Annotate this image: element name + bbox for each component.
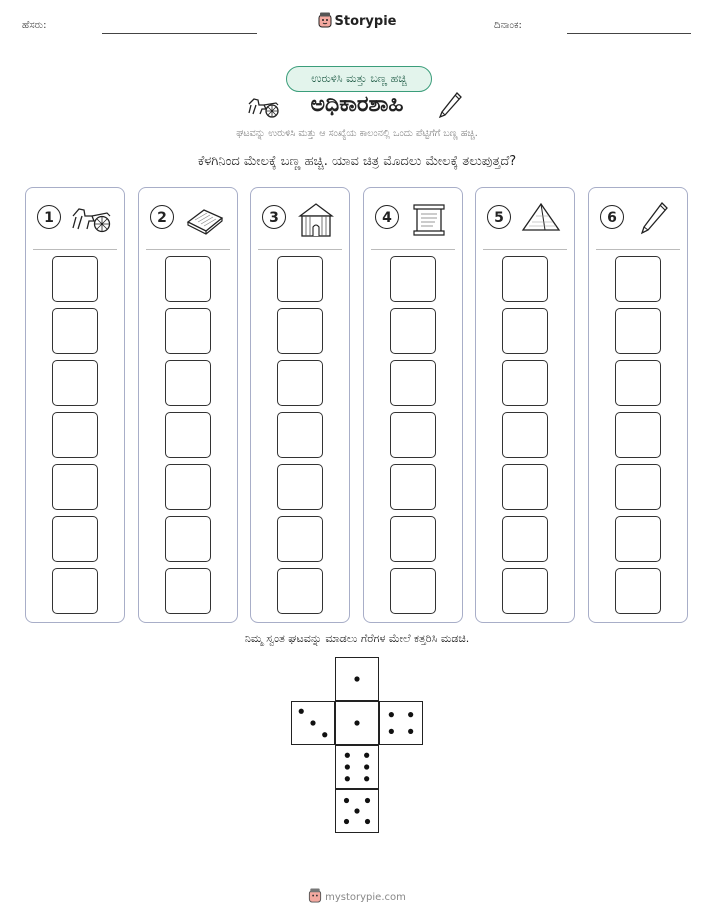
color-box[interactable] bbox=[502, 308, 548, 354]
dice-pip bbox=[408, 729, 413, 734]
scroll-icon bbox=[407, 200, 451, 238]
column-number: 5 bbox=[487, 205, 511, 229]
dice-pip bbox=[365, 819, 370, 824]
brand-name: Storypie bbox=[334, 14, 397, 29]
instruction: ಕೆಳಗಿನಿಂದ ಮೇಲಕ್ಕೆ ಬಣ್ಣ ಹಚ್ಚಿ. ಯಾವ ಚಿತ್ರ ಮೊದಲು ಮೇಲಕ್ಕೆ ತಲುಪುತ್ತದೆ? bbox=[197, 154, 517, 169]
color-box[interactable] bbox=[502, 360, 548, 406]
date-label: ದಿನಾಂಕ: bbox=[494, 20, 522, 31]
column-number: 2 bbox=[150, 205, 174, 229]
dice-face bbox=[291, 701, 335, 745]
dice-pip bbox=[389, 712, 394, 717]
dice-pip bbox=[354, 720, 359, 725]
dice-pip bbox=[322, 732, 327, 737]
color-box[interactable] bbox=[390, 360, 436, 406]
page-title: ಅಧಿಕಾರಶಾಹಿ bbox=[310, 92, 404, 117]
color-box[interactable] bbox=[165, 308, 211, 354]
color-box[interactable] bbox=[615, 360, 661, 406]
dice-pip bbox=[365, 798, 370, 803]
dice-pip bbox=[345, 776, 350, 781]
color-box[interactable] bbox=[52, 516, 98, 562]
column-number: 1 bbox=[37, 205, 61, 229]
column-divider bbox=[258, 249, 342, 250]
dice-face bbox=[335, 745, 379, 789]
dice-pip bbox=[408, 712, 413, 717]
dice-column-5 bbox=[475, 187, 575, 623]
color-box[interactable] bbox=[615, 256, 661, 302]
pencil-icon bbox=[632, 200, 676, 238]
color-box[interactable] bbox=[277, 308, 323, 354]
pencil-icon bbox=[436, 90, 464, 122]
dice-pip bbox=[345, 753, 350, 758]
color-box[interactable] bbox=[52, 256, 98, 302]
dice-pip bbox=[345, 764, 350, 769]
color-box[interactable] bbox=[390, 308, 436, 354]
color-box[interactable] bbox=[52, 308, 98, 354]
dice-face bbox=[335, 657, 379, 701]
dice-column-4 bbox=[363, 187, 463, 623]
dice-pip bbox=[344, 798, 349, 803]
color-box[interactable] bbox=[390, 516, 436, 562]
dice-pip bbox=[354, 808, 359, 813]
color-box[interactable] bbox=[277, 568, 323, 614]
color-box[interactable] bbox=[165, 256, 211, 302]
color-box[interactable] bbox=[615, 412, 661, 458]
color-box[interactable] bbox=[390, 256, 436, 302]
dice-column-1 bbox=[25, 187, 125, 623]
dice-face bbox=[379, 701, 423, 745]
column-number: 4 bbox=[375, 205, 399, 229]
dice-pip bbox=[299, 709, 304, 714]
storypie-mascot-icon bbox=[318, 12, 332, 28]
clay-tablet-icon bbox=[182, 200, 226, 238]
color-box[interactable] bbox=[390, 464, 436, 510]
dice-pip bbox=[389, 729, 394, 734]
storypie-mascot-icon bbox=[308, 888, 322, 903]
subtitle: ಘಟವನ್ನು ಉರುಳಿಸಿ ಮತ್ತು ಆ ಸಂಖ್ಯೆಯ ಕಾಲಂನಲ್ಲಿ ಒಂದು ಪೆಟ್ಟಿಗೆಗೆ ಬಣ್ಣ ಹಚ್ಚಿ. bbox=[236, 128, 478, 139]
color-box[interactable] bbox=[52, 568, 98, 614]
color-box[interactable] bbox=[165, 464, 211, 510]
column-divider bbox=[483, 249, 567, 250]
dice-face bbox=[335, 789, 379, 833]
color-box[interactable] bbox=[615, 464, 661, 510]
dice-pip bbox=[344, 819, 349, 824]
column-number: 6 bbox=[600, 205, 624, 229]
dice-pip bbox=[364, 753, 369, 758]
dice-column-6 bbox=[588, 187, 688, 623]
column-number: 3 bbox=[262, 205, 286, 229]
color-box[interactable] bbox=[502, 464, 548, 510]
brand-logo bbox=[0, 12, 714, 29]
dice-pip bbox=[354, 676, 359, 681]
dice-pip bbox=[364, 764, 369, 769]
color-box[interactable] bbox=[52, 360, 98, 406]
name-line[interactable] bbox=[102, 33, 257, 34]
column-divider bbox=[371, 249, 455, 250]
footer-url[interactable]: mystorypie.com bbox=[325, 892, 406, 903]
date-line[interactable] bbox=[567, 33, 691, 34]
color-box[interactable] bbox=[615, 568, 661, 614]
dice-pip bbox=[310, 720, 315, 725]
footer bbox=[0, 888, 714, 903]
color-box[interactable] bbox=[502, 516, 548, 562]
color-box[interactable] bbox=[277, 516, 323, 562]
dice-column-2 bbox=[138, 187, 238, 623]
color-box[interactable] bbox=[277, 360, 323, 406]
granary-icon bbox=[294, 200, 338, 238]
column-divider bbox=[146, 249, 230, 250]
column-divider bbox=[596, 249, 680, 250]
dice-column-3 bbox=[250, 187, 350, 623]
color-box[interactable] bbox=[277, 464, 323, 510]
color-box[interactable] bbox=[52, 412, 98, 458]
color-box[interactable] bbox=[277, 256, 323, 302]
color-box[interactable] bbox=[277, 412, 323, 458]
color-box[interactable] bbox=[165, 568, 211, 614]
activity-badge: ಉರುಳಿಸಿ ಮತ್ತು ಬಣ್ಣ ಹಚ್ಚಿ bbox=[286, 66, 432, 92]
dice-pip bbox=[364, 776, 369, 781]
dice-net-caption: ನಿಮ್ಮ ಸ್ವಂತ ಘಟವನ್ನು ಮಾಡಲು ಗೆರೆಗಳ ಮೇಲೆ ಕತ್ತರಿಸಿ ಮಡಚಿ. bbox=[244, 632, 470, 645]
name-label: ಹೆಸರು: bbox=[22, 20, 47, 31]
color-box[interactable] bbox=[502, 256, 548, 302]
color-box[interactable] bbox=[502, 568, 548, 614]
color-box[interactable] bbox=[390, 412, 436, 458]
chariot-icon bbox=[69, 200, 113, 238]
color-box[interactable] bbox=[502, 412, 548, 458]
color-box[interactable] bbox=[165, 412, 211, 458]
column-divider bbox=[33, 249, 117, 250]
color-box[interactable] bbox=[52, 464, 98, 510]
color-box[interactable] bbox=[165, 516, 211, 562]
dice-face bbox=[335, 701, 379, 745]
color-box[interactable] bbox=[615, 516, 661, 562]
pyramid-icon bbox=[519, 200, 563, 238]
color-box[interactable] bbox=[615, 308, 661, 354]
color-box[interactable] bbox=[165, 360, 211, 406]
color-box[interactable] bbox=[390, 568, 436, 614]
